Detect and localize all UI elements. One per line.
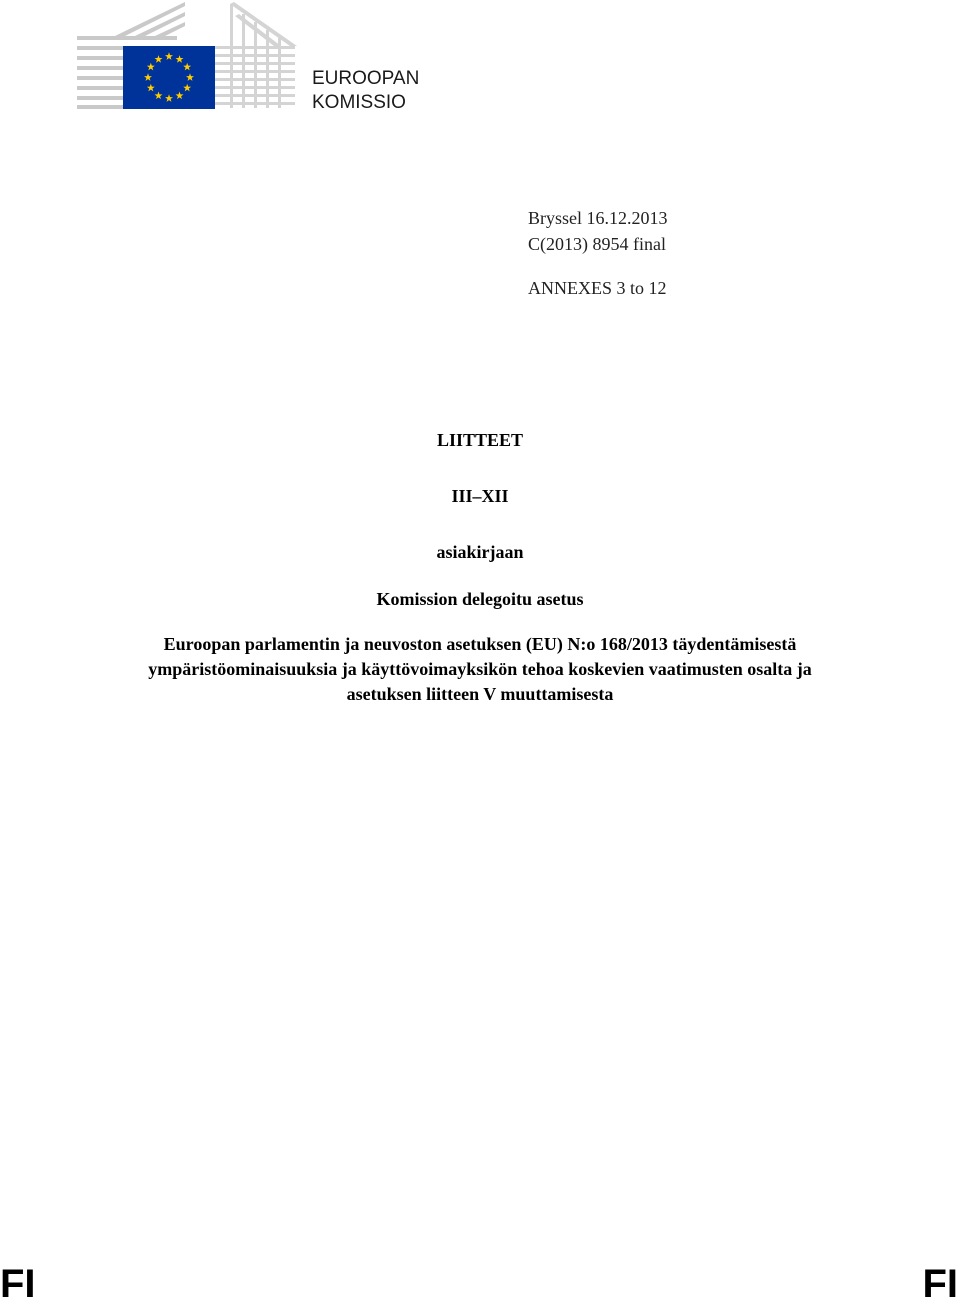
- reference-block: [528, 205, 668, 257]
- subject-line-3: asetuksen liitteen V muuttamisesta: [346, 684, 614, 704]
- annexes-label: ANNEXES 3 to 12: [528, 278, 667, 298]
- org-name-line1: EUROOPAN: [312, 68, 420, 89]
- subject-line-1: Euroopan parlamentin ja neuvoston asetuksen (EU) N:o 168/2013 täydentämisestä: [163, 634, 797, 654]
- document-number: C(2013) 8954 final: [528, 234, 666, 254]
- annex-numbers: III–XII: [451, 486, 509, 506]
- annex-heading: LIITTEET: [436, 430, 524, 450]
- place-date: Bryssel 16.12.2013: [528, 208, 668, 228]
- building-emblem-icon: [75, 0, 300, 112]
- subject-title: [60, 632, 900, 707]
- european-commission-logo: [75, 0, 300, 112]
- language-marker-left: FI: [0, 1262, 36, 1306]
- relation-label: asiakirjaan: [436, 542, 524, 562]
- org-name-line2: KOMISSIO: [312, 92, 406, 113]
- language-marker-right: FI: [922, 1262, 958, 1306]
- organisation-name: [312, 67, 419, 115]
- subject-line-2: ympäristöominaisuuksia ja käyttövoimayksikön tehoa koskevien vaatimusten osalta ja: [148, 659, 812, 679]
- act-type: Komission delegoitu asetus: [376, 589, 584, 609]
